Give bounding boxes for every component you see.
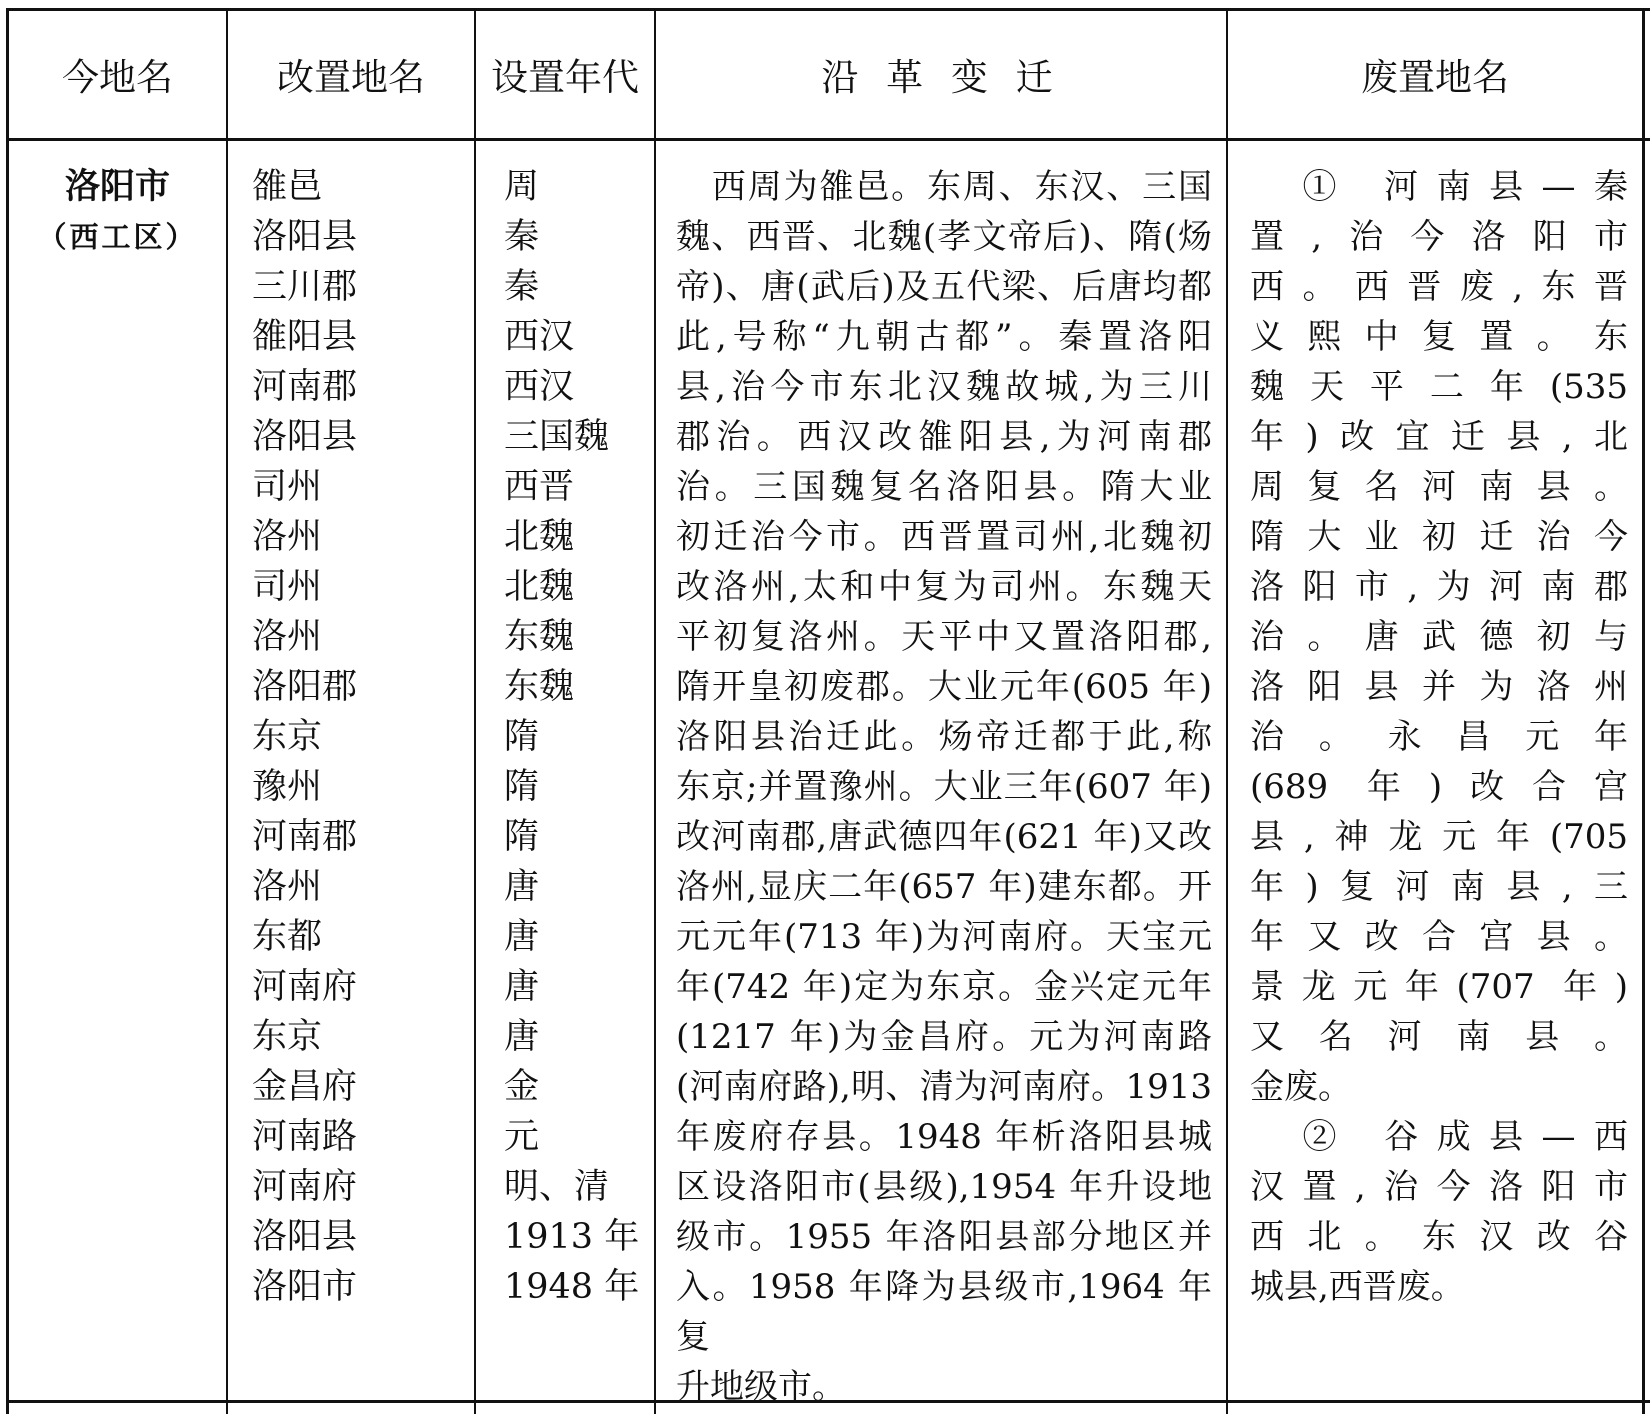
modern-name: 洛阳市 <box>64 166 170 207</box>
list-item: 河南郡 <box>252 367 358 407</box>
list-item: 司州 <box>252 467 323 507</box>
list-item: 豫州 <box>252 767 323 807</box>
column-divider-1 <box>226 8 228 1414</box>
eras-list <box>504 162 652 1312</box>
text-line: 又名河南县。 <box>1250 1017 1628 1057</box>
modern-district: （西工区） <box>37 220 198 254</box>
text-line: 洛州,显庆二年(657 年)建东都。开 <box>676 867 1212 907</box>
text-line: 郡治。西汉改雒阳县,为河南郡 <box>676 417 1212 457</box>
list-item: 三川郡 <box>252 267 358 307</box>
list-item: 1948 年 <box>504 1267 640 1307</box>
text-line: 金废。 <box>1250 1067 1352 1107</box>
list-item: 雒邑 <box>252 167 323 207</box>
header-modern-name: 今地名 <box>62 56 173 99</box>
list-item: 司州 <box>252 567 323 607</box>
text-line: 入。1958 年降为县级市,1964 年复 <box>676 1267 1212 1357</box>
text-line: 西。西晋废,东晋 <box>1250 267 1628 307</box>
list-item: 东魏 <box>504 667 575 707</box>
text-line: 元元年(713 年)为河南府。天宝元 <box>676 917 1212 957</box>
list-item: 河南府 <box>252 967 358 1007</box>
text-line: ② 谷成县—西 <box>1250 1117 1628 1157</box>
list-item: 河南路 <box>252 1117 358 1157</box>
text-line: 治。永昌元年 <box>1250 717 1628 757</box>
list-item: 隋 <box>504 767 540 807</box>
list-item: 三国魏 <box>504 417 610 457</box>
text-line: 县,神龙元年(705 <box>1250 817 1628 857</box>
list-item: 东京 <box>252 1017 323 1057</box>
text-line: 帝)、唐(武后)及五代梁、后唐均都 <box>676 267 1212 307</box>
text-line: 改河南郡,唐武德四年(621 年)又改 <box>676 817 1212 857</box>
list-item: 西晋 <box>504 467 575 507</box>
text-line: 周复名河南县。 <box>1250 467 1628 507</box>
list-item: 北魏 <box>504 567 575 607</box>
list-item: 秦 <box>504 267 540 307</box>
list-item: 洛阳县 <box>252 1217 358 1257</box>
text-line: (河南府路),明、清为河南府。1913 <box>676 1067 1212 1107</box>
text-line: 级市。1955 年洛阳县部分地区并 <box>676 1217 1212 1257</box>
text-line: (1217 年)为金昌府。元为河南路 <box>676 1017 1212 1057</box>
column-divider-4 <box>1226 8 1228 1414</box>
text-line: 升地级市。 <box>676 1367 846 1407</box>
list-item: 唐 <box>504 917 540 957</box>
text-line: 年)复河南县,三 <box>1250 867 1628 907</box>
list-item: 明、清 <box>504 1167 610 1207</box>
list-item: 东魏 <box>504 617 575 657</box>
text-line: (689 年)改合宫 <box>1250 767 1628 807</box>
list-item: 雒阳县 <box>252 317 358 357</box>
text-line: 西北。东汉改谷 <box>1250 1217 1628 1257</box>
list-item: 西汉 <box>504 317 575 357</box>
text-line: 初迁治今市。西晋置司州,北魏初 <box>676 517 1212 557</box>
header-abolished-name: 废置地名 <box>1361 56 1509 99</box>
text-line: 东京;并置豫州。大业三年(607 年) <box>676 767 1212 807</box>
text-line: 治。三国魏复名洛阳县。隋大业 <box>676 467 1212 507</box>
list-item: 河南郡 <box>252 817 358 857</box>
list-item: 金 <box>504 1067 540 1107</box>
text-line: 魏、西晋、北魏(孝文帝后)、隋(炀 <box>676 217 1212 257</box>
table-right-border <box>1642 8 1645 1414</box>
text-line: 义熙中复置。东 <box>1250 317 1628 357</box>
list-item: 洛州 <box>252 617 323 657</box>
text-line: 年(742 年)定为东京。金兴定元年 <box>676 967 1212 1007</box>
list-item: 唐 <box>504 967 540 1007</box>
text-line: 年废府存县。1948 年析洛阳县城 <box>676 1117 1212 1157</box>
text-line: 年又改合宫县。 <box>1250 917 1628 957</box>
text-line: 隋大业初迁治今 <box>1250 517 1628 557</box>
text-line: 汉置,治今洛阳市 <box>1250 1167 1628 1207</box>
list-item: 元 <box>504 1117 540 1157</box>
text-line: 改洛州,太和中复为司州。东魏天 <box>676 567 1212 607</box>
text-line: 区设洛阳市(县级),1954 年升设地 <box>676 1167 1212 1207</box>
former-names-list <box>252 162 472 1312</box>
abolished-names-text <box>1250 162 1628 1312</box>
text-line: 洛阳县并为洛州 <box>1250 667 1628 707</box>
list-item: 洛州 <box>252 517 323 557</box>
text-line: 置,治今洛阳市 <box>1250 217 1628 257</box>
header-era: 设置年代 <box>491 56 639 99</box>
list-item: 洛州 <box>252 867 323 907</box>
list-item: 东京 <box>252 717 323 757</box>
text-line: 景龙元年(707 年) <box>1250 967 1628 1007</box>
list-item: 唐 <box>504 867 540 907</box>
header-former-name: 改置地名 <box>277 56 425 99</box>
list-item: 周 <box>504 167 540 207</box>
list-item: 金昌府 <box>252 1067 358 1107</box>
list-item: 唐 <box>504 1017 540 1057</box>
list-item: 1913 年 <box>504 1217 640 1257</box>
column-divider-3 <box>654 8 656 1414</box>
text-line: 魏天平二年(535 <box>1250 367 1628 407</box>
text-line: 西周为雒邑。东周、东汉、三国 <box>676 167 1212 207</box>
list-item: 秦 <box>504 217 540 257</box>
list-item: 隋 <box>504 817 540 857</box>
list-item: 东都 <box>252 917 323 957</box>
text-line: 洛阳市,为河南郡 <box>1250 567 1628 607</box>
list-item: 洛阳县 <box>252 417 358 457</box>
list-item: 洛阳郡 <box>252 667 358 707</box>
text-line: 县,治今市东北汉魏故城,为三川 <box>676 367 1212 407</box>
list-item: 北魏 <box>504 517 575 557</box>
text-line: 平初复洛州。天平中又置洛阳郡, <box>676 617 1212 657</box>
list-item: 河南府 <box>252 1167 358 1207</box>
text-line: 年)改宜迁县,北 <box>1250 417 1628 457</box>
list-item: 西汉 <box>504 367 575 407</box>
text-line: 治。唐武德初与 <box>1250 617 1628 657</box>
text-line: 城县,西晋废。 <box>1250 1267 1465 1307</box>
list-item: 隋 <box>504 717 540 757</box>
list-item: 洛阳市 <box>252 1267 358 1307</box>
modern-name-cell <box>9 162 226 262</box>
text-line: 此,号称“九朝古都”。秦置洛阳 <box>676 317 1212 357</box>
history-text <box>676 162 1212 1412</box>
list-item: 洛阳县 <box>252 217 358 257</box>
text-line: 洛阳县治迁此。炀帝迁都于此,称 <box>676 717 1212 757</box>
column-divider-2 <box>474 8 476 1414</box>
text-line: ① 河南县—秦 <box>1250 167 1628 207</box>
text-line: 隋开皇初废郡。大业元年(605 年) <box>676 667 1212 707</box>
header-history: 沿 革 变 迁 <box>821 56 1061 99</box>
